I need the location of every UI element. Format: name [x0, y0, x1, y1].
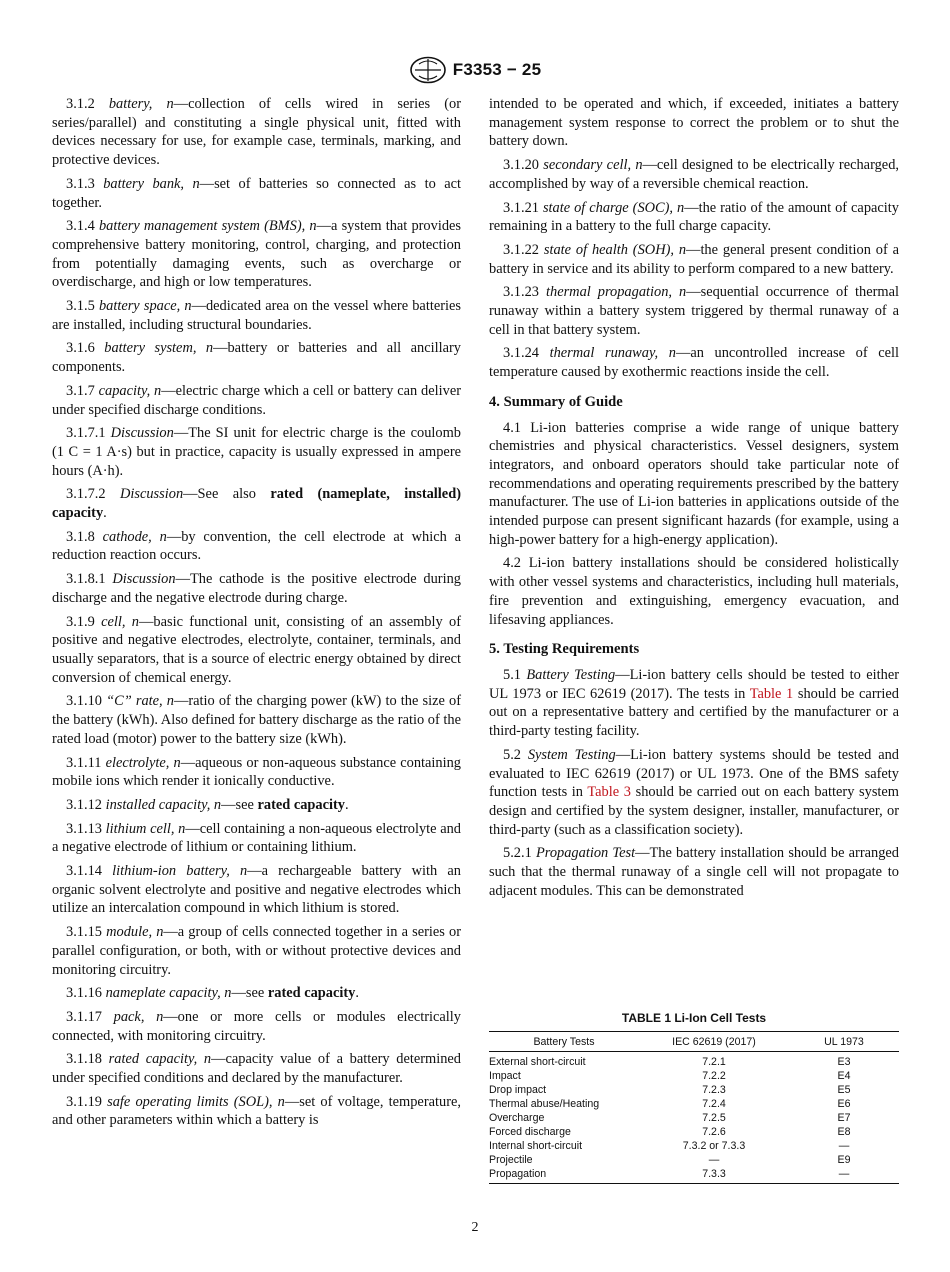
- table-cell: Overcharge: [489, 1112, 545, 1124]
- clause-number: 5.2.1: [503, 845, 532, 862]
- table-cell: —: [708, 1154, 720, 1166]
- paragraph-4-2: 4.2 Li-ion battery installations should be considered holistically with other vessel systems and characteristics, including hull materials, fire prevention and extinguishing, emergency evacuation, and lifesaving appliances.: [489, 555, 899, 628]
- definition-text: —dedicated area on the vessel where batteries are installed, including structural boundaries.: [52, 298, 461, 333]
- continuation-paragraph: intended to be operated and which, if exceeded, initiates a battery management system response to correct the problem or to shut the battery down.: [489, 96, 899, 150]
- defined-term: capacity, n: [98, 382, 162, 399]
- defined-term: installed capacity, n: [105, 796, 222, 813]
- table-cell: 7.2.1: [702, 1056, 726, 1068]
- table-cell: Thermal abuse/Heating: [489, 1098, 600, 1110]
- definition-text: —See also: [183, 486, 271, 503]
- table-cell: E4: [837, 1070, 851, 1082]
- table-title: TABLE 1 Li-Ion Cell Tests: [621, 1011, 767, 1025]
- clause-number: 3.1.23: [503, 284, 539, 301]
- clause-title: System Testing: [527, 746, 616, 763]
- defined-term: battery management system (BMS), n: [98, 218, 317, 235]
- table-body: [489, 1052, 899, 1184]
- table-3-link[interactable]: Table 3: [587, 784, 631, 801]
- defined-term: Discussion: [112, 571, 176, 588]
- table-cell: 7.3.2 or 7.3.3: [682, 1140, 746, 1152]
- definition-paragraph: [52, 528, 461, 565]
- clause-title: Battery Testing: [526, 666, 616, 683]
- table-cell: E7: [837, 1112, 851, 1124]
- clause-number: 3.1.11: [66, 754, 102, 771]
- table-row: [489, 1083, 899, 1097]
- clause-number: 3.1.14: [66, 863, 102, 880]
- defined-term: cell, n: [101, 613, 139, 630]
- left-column: [52, 95, 461, 1135]
- definition-paragraph: [52, 820, 461, 857]
- definition-text: —an uncontrolled increase of cell temperature caused by exothermic reactions inside the cell.: [489, 345, 899, 381]
- table-cell: E5: [837, 1084, 851, 1096]
- defined-term: secondary cell, n: [543, 157, 643, 174]
- definition-text: —see: [221, 796, 258, 813]
- defined-term: pack, n: [113, 1008, 164, 1025]
- table-cell: —: [838, 1140, 850, 1152]
- clause-number: 3.1.7: [66, 382, 95, 399]
- column-header: Battery Tests: [489, 1032, 639, 1052]
- definition-paragraph: [52, 923, 461, 979]
- defined-term: state of charge (SOC), n: [542, 199, 685, 216]
- clause-number: 3.1.20: [503, 157, 539, 174]
- table-cell: Drop impact: [489, 1084, 547, 1096]
- clause-text: should be carried out on a representative battery and certified by the manufacturer or a third-party testing facility.: [489, 685, 899, 740]
- defined-term: battery system, n: [104, 340, 214, 357]
- definition-paragraph: [52, 424, 461, 480]
- table-cell: E9: [837, 1154, 851, 1166]
- paragraph-4-1: 4.1 Li-ion batteries comprise a wide range of unique battery chemistries and physical characteristics. Vessel designers, system integrators, and onboard operators should take particular note of recommendations and operating requirements prescribed by the battery manufacturer. The use of Li-ion batteries in applications outside of the intended purpose can present significant hazards (for example, using a high-power battery for a high-energy application).: [489, 419, 899, 548]
- clause-number: 3.1.7.1: [66, 425, 106, 442]
- definitions-list: [489, 156, 899, 382]
- section-5-heading: 5. Testing Requirements: [489, 641, 640, 658]
- definition-paragraph: [52, 613, 461, 688]
- definition-paragraph: [52, 754, 461, 791]
- defined-term: lithium cell, n: [105, 820, 186, 837]
- table-row: [489, 1153, 899, 1167]
- definition-paragraph: [52, 382, 461, 419]
- definition-text: —by convention, the cell electrode at which a reduction reaction occurs.: [52, 528, 461, 564]
- definition-paragraph: [489, 156, 899, 193]
- definition-text: —aqueous or non-aqueous substance containing mobile ions which render it ionically conductive.: [52, 754, 461, 790]
- definition-paragraph: [52, 796, 461, 815]
- table-cell: Propagation: [489, 1167, 639, 1184]
- definition-paragraph: [52, 339, 461, 376]
- clause-title: Propagation Test: [535, 845, 636, 862]
- clause-number: 3.1.9: [66, 613, 95, 630]
- clause-text: —The battery installation should be arranged such that the thermal runaway of a single cell will not propagate to adjacent modules. This can be demonstrated: [489, 845, 899, 899]
- table-cell: Projectile: [489, 1154, 533, 1166]
- definition-paragraph: [52, 862, 461, 918]
- table-row: [489, 1167, 899, 1184]
- defined-term: battery, n: [108, 96, 174, 112]
- definition-paragraph: [489, 199, 899, 236]
- definition-paragraph: [489, 241, 899, 278]
- defined-term: module, n: [106, 924, 164, 941]
- defined-term: thermal propagation, n: [546, 284, 687, 301]
- definition-paragraph: [52, 1093, 461, 1130]
- definition-text: —the ratio of the amount of capacity remaining in a battery to the full charge capacity.: [489, 199, 899, 235]
- definition-paragraph: [52, 175, 461, 212]
- clause-number: 3.1.4: [66, 218, 95, 235]
- clause-number: 3.1.8: [66, 528, 95, 545]
- table-cell: External short-circuit: [489, 1056, 586, 1068]
- table-cell: 7.2.3: [702, 1084, 726, 1096]
- clause-number: 3.1.21: [503, 199, 539, 216]
- table-cell: E8: [837, 1126, 851, 1138]
- cell-tests-table: [489, 1031, 899, 1184]
- clause-number: 3.1.2: [66, 96, 95, 112]
- definition-paragraph: [52, 692, 461, 748]
- referenced-term: rated capacity: [267, 985, 356, 1002]
- table-cell: 7.2.2: [702, 1070, 726, 1082]
- definition-paragraph: [489, 283, 899, 339]
- table-row: [489, 1139, 899, 1153]
- clause-number: 3.1.6: [66, 340, 95, 357]
- paragraph-5-2-1: [489, 844, 899, 900]
- clause-number: 3.1.22: [503, 241, 539, 258]
- table-cell: 7.3.3: [639, 1167, 789, 1184]
- definition-paragraph: [489, 344, 899, 381]
- clause-number: 3.1.18: [66, 1051, 102, 1068]
- page-header: [0, 54, 950, 86]
- clause-number: 3.1.13: [66, 820, 102, 837]
- table-cell: 7.2.4: [702, 1098, 726, 1110]
- clause-text: should be carried out on each battery system design and certified by the system designer, installer, manufacturer, or third-party (such as a classification society).: [489, 784, 899, 838]
- clause-number: 3.1.15: [66, 924, 102, 941]
- table-row: [489, 1111, 899, 1125]
- defined-term: safe operating limits (SOL), n: [107, 1093, 285, 1110]
- table-1: [489, 1011, 899, 1184]
- table-cell: E3: [837, 1056, 851, 1068]
- table-row: [489, 1052, 899, 1070]
- table-cell: 7.2.6: [702, 1126, 726, 1138]
- definition-text: —cell designed to be electrically recharged, accomplished by way of a reversible chemical reaction.: [489, 157, 899, 192]
- definition-paragraph: [52, 984, 461, 1003]
- definition-text: —set of voltage, temperature, and other parameters within which a battery is: [52, 1093, 461, 1129]
- defined-term: Discussion: [110, 425, 174, 442]
- table-cell: —: [789, 1167, 899, 1184]
- defined-term: Discussion: [119, 486, 184, 503]
- definition-text: —a rechargeable battery with an organic solvent electrolyte and positive and negative electrodes which utilize an intercalation compound in which lithium is stored.: [52, 863, 461, 917]
- defined-term: “C” rate, n: [106, 693, 174, 710]
- definition-text: —ratio of the charging power (kW) to the size of the battery (kWh). Also defined for battery discharge as the ratio of the rated load (motor) power to the battery size (kWh).: [52, 693, 461, 747]
- defined-term: thermal runaway, n: [549, 345, 676, 362]
- definition-paragraph: [52, 1050, 461, 1087]
- definition-paragraph: [52, 95, 461, 170]
- column-header: IEC 62619 (2017): [639, 1032, 789, 1052]
- defined-term: electrolyte, n: [105, 754, 181, 771]
- definition-text: —cell containing a non-aqueous electrolyte and a negative electrode of lithium or containing lithium.: [52, 820, 461, 856]
- definition-paragraph: [52, 485, 461, 522]
- clause-number: 3.1.5: [66, 298, 95, 315]
- right-column: [489, 95, 899, 905]
- clause-number: 3.1.12: [66, 796, 102, 813]
- definition-paragraph: [52, 217, 461, 292]
- clause-number: 3.1.17: [66, 1008, 102, 1025]
- definition-text: —collection of cells wired in series (or series/parallel) and constituting a single physical unit, fitted with devices necessary for use, for example case, terminals, marking, and protective devices.: [52, 96, 461, 169]
- definition-text: —The cathode is the positive electrode during discharge and the negative electrode during charge.: [52, 571, 461, 606]
- table-header-row: [489, 1032, 899, 1052]
- table-cell: Impact: [489, 1070, 521, 1082]
- definition-tail: .: [345, 796, 349, 813]
- clause-number: 5.1: [503, 666, 521, 683]
- definition-text: —a system that provides comprehensive battery monitoring, control, charging, and protection from potentially damaging events, such as overcharge or overdischarge, and high or low temperatures.: [52, 218, 462, 291]
- table-cell: 7.2.5: [702, 1112, 726, 1124]
- definition-paragraph: [52, 570, 461, 607]
- clause-number: 3.1.19: [66, 1093, 102, 1110]
- page-number: 2: [471, 1220, 479, 1235]
- clause-text: —Li-ion battery cells should be tested to either UL 1973 or IEC 62619 (2017). The tests in: [489, 666, 899, 702]
- definition-text: —electric charge which a cell or battery can deliver under specified discharge conditions.: [52, 382, 461, 418]
- defined-term: battery space, n: [98, 298, 192, 315]
- definition-text: —capacity value of a battery determined under specified conditions and declared by the manufacturer.: [52, 1051, 461, 1087]
- defined-term: lithium-ion battery, n: [112, 863, 248, 880]
- definition-text: —the general present condition of a battery in service and its ability to perform compared to a new battery.: [489, 241, 899, 277]
- column-header: UL 1973: [789, 1032, 899, 1052]
- table-row: [489, 1125, 899, 1139]
- clause-text: —Li-ion battery systems should be tested and evaluated to IEC 62619 (2017) or UL 1973. One of the BMS safety function tests in: [489, 746, 899, 801]
- definition-text: —The SI unit for electric charge is the coulomb (1 C = 1 A·s) but in practice, capacity is usually expressed in ampere hours (A·h).: [52, 425, 461, 479]
- clause-number: 3.1.10: [66, 693, 102, 710]
- table-row: [489, 1069, 899, 1083]
- clause-number: 3.1.7.2: [66, 486, 106, 503]
- clause-number: 3.1.8.1: [66, 571, 106, 588]
- definition-text: —a group of cells connected together in a series or parallel configuration, or both, with or without protective devices and monitoring circuitry.: [52, 924, 461, 978]
- clause-number: 3.1.16: [66, 985, 102, 1002]
- definition-tail: .: [103, 505, 107, 522]
- document-id: F3353 − 25: [452, 60, 542, 79]
- clause-number: 5.2: [503, 746, 521, 763]
- table-cell: E6: [837, 1098, 851, 1110]
- defined-term: battery bank, n: [103, 175, 200, 192]
- table-cell: Internal short-circuit: [489, 1140, 583, 1152]
- definition-text: —see: [231, 985, 268, 1002]
- definition-text: —basic functional unit, consisting of an assembly of positive and negative electrodes, electrolyte, container, terminals, and usually separators, that is a source of electric energy obtained by direct conversion of chemical energy.: [52, 613, 461, 686]
- referenced-term: rated (nameplate, installed) capacity: [52, 486, 461, 522]
- defined-term: nameplate capacity, n: [105, 985, 232, 1002]
- paragraph-5-2: [489, 746, 899, 840]
- defined-term: cathode, n: [102, 528, 167, 545]
- definition-text: —one or more cells or modules electrically connected, with monitoring circuitry.: [52, 1008, 461, 1044]
- definition-text: —sequential occurrence of thermal runaway within a battery system triggered by thermal runaway of a cell in that battery system.: [489, 284, 899, 338]
- table-1-link[interactable]: Table 1: [749, 685, 794, 702]
- astm-logo-icon: [409, 56, 447, 84]
- clause-number: 3.1.24: [503, 345, 539, 362]
- definition-tail: .: [355, 985, 359, 1002]
- table-cell: Forced discharge: [489, 1126, 571, 1138]
- defined-term: state of health (SOH), n: [543, 241, 687, 258]
- table-row: [489, 1097, 899, 1111]
- definition-text: —battery or batteries and all ancillary components.: [52, 340, 461, 376]
- definition-text: —set of batteries so connected as to act together.: [52, 175, 461, 211]
- defined-term: rated capacity, n: [108, 1051, 212, 1068]
- section-4-heading: 4. Summary of Guide: [489, 393, 623, 410]
- definition-paragraph: [52, 1008, 461, 1045]
- clause-number: 3.1.3: [66, 175, 95, 192]
- definition-paragraph: [52, 297, 461, 334]
- paragraph-5-1: [489, 666, 899, 741]
- referenced-term: rated capacity: [257, 796, 346, 813]
